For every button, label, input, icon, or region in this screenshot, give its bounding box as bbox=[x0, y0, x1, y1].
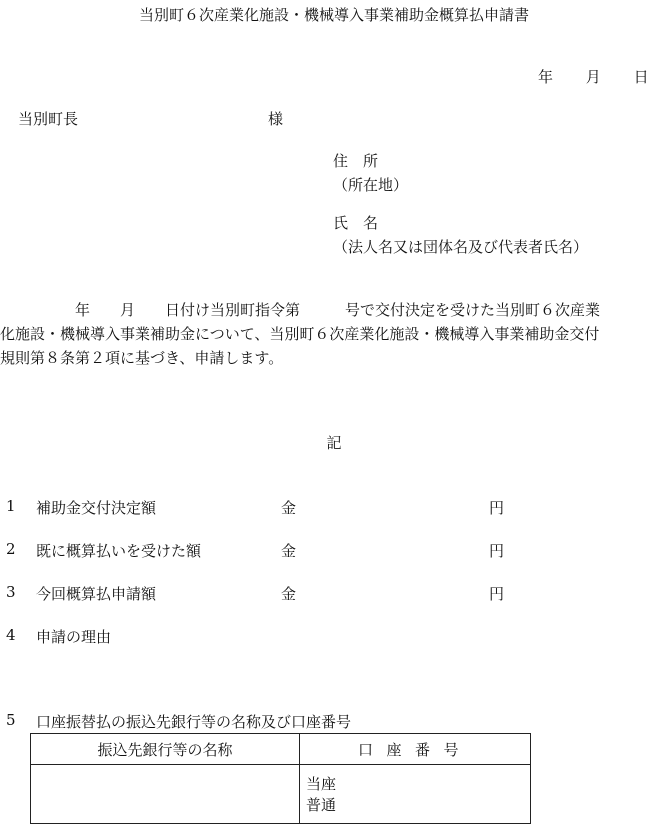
item-en: 円 bbox=[489, 499, 505, 517]
item-en: 円 bbox=[489, 542, 505, 560]
account-type-current: 当座 bbox=[306, 775, 337, 793]
body-line: 規則第８条第２項に基づき、申請します。 bbox=[0, 349, 284, 367]
item-kin: 金 bbox=[281, 585, 297, 603]
item-number: 5 bbox=[6, 711, 16, 729]
name-note: （法人名又は団体名及び代表者氏名） bbox=[333, 238, 589, 256]
bank-name-header: 振込先銀行等の名称 bbox=[31, 734, 300, 765]
item-kin: 金 bbox=[281, 542, 297, 560]
item-number: 1 bbox=[6, 497, 16, 515]
item-label: 既に概算払いを受けた額 bbox=[36, 542, 202, 560]
document-title: 当別町６次産業化施設・機械導入事業補助金概算払申請書 bbox=[138, 6, 529, 24]
table-header-row bbox=[31, 734, 531, 765]
item-number: 2 bbox=[6, 540, 16, 558]
body-paragraph bbox=[0, 298, 668, 370]
item-en: 円 bbox=[489, 585, 505, 603]
date-row bbox=[538, 66, 649, 87]
item-label: 補助金交付決定額 bbox=[36, 499, 157, 517]
ki-heading: 記 bbox=[326, 434, 342, 452]
account-number-header-text: 口座番号 bbox=[357, 740, 472, 759]
address-note: （所在地） bbox=[333, 176, 409, 194]
account-type-ordinary: 普通 bbox=[306, 796, 337, 814]
item-label: 今回概算払申請額 bbox=[36, 585, 157, 603]
item-number: 4 bbox=[6, 626, 16, 644]
addressee: 当別町長 bbox=[18, 110, 79, 128]
account-types bbox=[301, 766, 529, 816]
table-row bbox=[31, 765, 531, 824]
item-kin: 金 bbox=[281, 499, 297, 517]
date-day-label: 日 bbox=[633, 68, 649, 86]
bank-account-table bbox=[30, 733, 531, 824]
name-label: 氏 名 bbox=[333, 214, 379, 232]
bank-name-cell bbox=[31, 765, 300, 824]
item-label: 口座振替払の振込先銀行等の名称及び口座番号 bbox=[36, 713, 352, 731]
body-line: 化施設・機械導入事業補助金について、当別町６次産業化施設・機械導入事業補助金交付 bbox=[0, 325, 600, 343]
date-year-label: 年 bbox=[538, 68, 554, 86]
body-line: 年 月 日付け当別町指令第 号で交付決定を受けた当別町６次産業 bbox=[0, 301, 601, 319]
account-number-cell bbox=[300, 765, 531, 824]
account-number-header bbox=[300, 734, 531, 765]
date-month-label: 月 bbox=[585, 68, 601, 86]
item-number: 3 bbox=[6, 583, 16, 601]
honorific: 様 bbox=[268, 110, 284, 128]
item-label: 申請の理由 bbox=[36, 628, 112, 646]
address-label: 住 所 bbox=[333, 152, 379, 170]
